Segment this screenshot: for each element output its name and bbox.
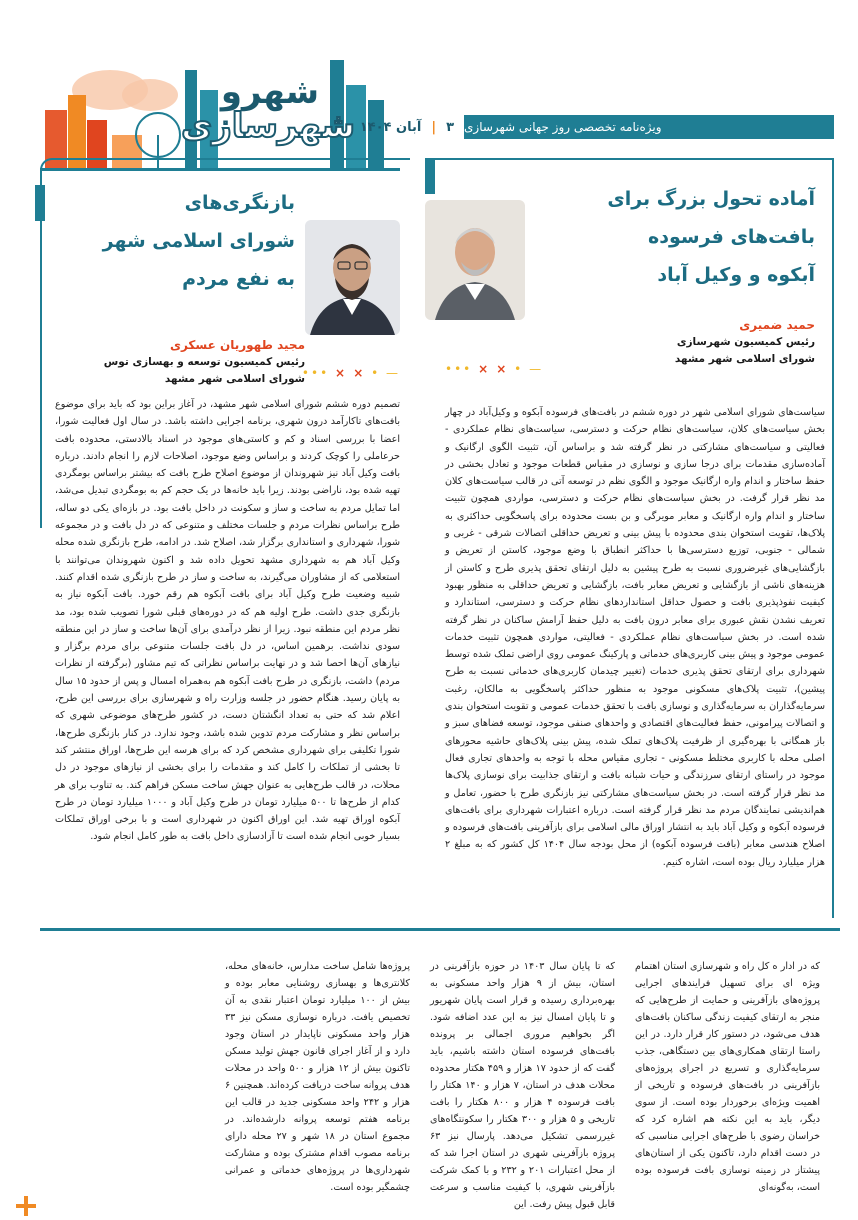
- issue-info: [360, 115, 454, 139]
- section-divider: [40, 928, 840, 931]
- left-article-body: تصمیم دوره ششم شورای اسلامی شهر مشهد، در آغاز براین بود که باید برای موضوع بافت‌های تاکارآمد درون شهری، برنامه اجرایی داشته باشد. در سال اول فعالیت شورا، اعضا با بررسی اسناد و کم و کاستی‌های موجود در اسناد بالادستی، محدوده بافت حرعاملی را کوچک کردند و براساس وضع موجود، اصلاحات لازم را انجام دادند. درباره بافت وکیل آباد نیز شهروندان از موضوع اصلاح طرح بافت که بیشتر براساس بومگردی تهیه شده بود، ناراضی بودند. زیرا باید خانه‌ها در یک حجم کم به بومگردی تبدیل می‌شد، اما تمایل مردم به ساخت و ساز و سکونت در داخل بافت بود. در بازه‌ای یکی دو ساله، طرح براساس نظرات مردم و جلسات مختلف و متنوعی که در دل بافت و در مجموعه شورا، شهرداری و استانداری برگزار شد، اصلاح شد. در ادامه، طرح بازنگری شده محله وکیل آباد هم به شهرداری مشهد تحویل داده شد و اکنون شهروندان می‌توانند با استعلامی که از مشاوران می‌گیرند، به ساخت و ساز در طرح بازنگری شده اقدام کنند. شبیه وضعیت طرح وکیل آباد برای بافت آبکوه هم رقم خورد. بافت آبکوه نیاز به بازنگری جدی داشت. طرح اولیه هم که در دوره‌های قبلی شورا تصویب شده بود، مد نظر مردم این منطقه نبود. زیرا از نظر درآمدی برای آن‌ها ساخت و ساز در این منطقه سودی نداشت. برهمین اساس، در دل بافت جلسات متنوعی برای مردم برگزار و نیازهای آن‌ها احصا شد و در نهایت براساس نظراتی که تیم مشاور (برگرفته از نظرات مردم) داشت، بازنگری در طرح بافت آبکوه هم به‌همراه امسال و پس از حدود ۱۵ سال به پایان رسید. هنگام حضور در جلسه وزارت راه و شهرسازی برای بررسی این طرح، اعلام شد که حتی به تعداد انگشتان دست، در کشور طرح‌های موضوعی شهری که براساس نظر و مشارکت مردم تدوین شده باشد، وجود ندارد. در کنار بازنگری طرح‌ها، شورا تکلیفی برای شهرداری مشخص کرد که برای هرسه این طرح‌ها، اوراق منتشر کند تا بخشی از تملکات را کامل کند و مقدمات را برای بخشی از نیازهای موجود در دل محلات، در قالب طرح‌هایی به عنوان جهش ساخت مسکن فراهم کند. به تناوب برای هر کدام از طرح‌ها تا ۵۰۰ میلیارد تومان در طرح وکیل آباد و ۱۰۰۰ میلیارد تومان در طرح آبکوه اوراق تهیه شد. این اوراق اکنون در شهرداری است و با برخی اوراق تملکات بسیار خوبی انجام شده است تا آزادسازی داخل بافت به طور کامل انجام شود.: [55, 399, 401, 843]
- right-headline-line-1: آماده تحول بزرگ برای: [607, 188, 815, 210]
- author-role-2: شورای اسلامی شهر مشهد: [674, 353, 815, 365]
- author-role-2: شورای اسلامی شهر مشهد: [164, 373, 305, 385]
- left-headline: [55, 184, 295, 298]
- decorative-dots: — • × × •••: [445, 362, 544, 376]
- bottom-column-2: که تا پایان سال ۱۴۰۳ در حوزه بازآفرینی در استان، بیش از ۹ هزار واحد مسکونی به بهره‌برداری رسیده و قرار است پایان شهریور و تا پایان امسال نیز به این عدد اضافه شود. اگر بخواهیم مروری اجمالی بر پرونده بافت‌های فرسوده استان داشته باشیم، باید گفت که از حدود ۱۷ هزار و ۴۵۹ هکتار محدوده محلات هدف در استان، ۷ هزار و ۱۴۰ هکتار را بافت فرسوده ۴ هزار و ۸۰۰ هکتار را بافت تاریخی و ۵ هزار و ۳۰۰ هکتار را سکونتگاه‌های غیررسمی تشکیل می‌دهد. پارسال نیز ۶۳ پروژه بازآفرینی شهری در استان اجرا شد که از محل اعتبارات ۲۰۱ و ۲۳۲ و با کمک شرکت بازآفرینی شهری، با کیفیت مناسب و سرعت قابل قبول پیش رفت. این: [430, 961, 616, 1210]
- left-headline-line-2: شورای اسلامی شهر: [102, 230, 295, 252]
- author-role-1: رئیس کمیسیون شهرسازی: [676, 336, 815, 348]
- logo-line-2: شهرسازی: [181, 106, 355, 146]
- right-frame-tab: [425, 158, 435, 194]
- right-headline-line-2: بافت‌های فرسوده: [648, 226, 815, 248]
- publication-logo: [181, 72, 355, 146]
- header-bar: [352, 115, 834, 139]
- special-edition-title: ویژه‌نامه تخصصی روز جهانی شهرسازی: [464, 120, 662, 134]
- bottom-column-3: پروژه‌ها شامل ساخت مدارس، خانه‌های محله، کلانتری‌ها و بهسازی روشنایی معابر بوده و بیش از ۱۰۰ میلیارد تومان اعتبار نقدی به آن تخصیص یافت. درباره نوسازی مسکن نیز ۳۳ هزار واحد مسکونی ناپایدار در استان وجود دارد و از آغاز اجرای قانون جهش تولید مسکن تاکنون بیش از ۱۲ هزار و ۵۰۰ واحد در محلات هدف پروانه ساخت دریافت کرده‌اند. همچنین ۶ هزار و ۲۴۲ واحد مسکونی جدید در قالب این برنامه هفتم توسعه پروانه دارشده‌اند. در مجموع استان در ۱۸ شهر و ۲۷ محله دارای برنامه مصوب اقدام مشترک بوده و مشارکت شهرداری‌ها در پروژه‌های خدماتی و عمرانی چشمگیر بوده است.: [225, 961, 411, 1193]
- issue-separator: |: [431, 119, 437, 135]
- left-frame-tab: [35, 185, 45, 221]
- masthead: [0, 0, 858, 180]
- author-portrait-zamiri: [425, 200, 525, 320]
- right-author-block: [525, 318, 815, 368]
- author-name: مجید طهوریان عسکری: [169, 338, 305, 352]
- bottom-article: [40, 958, 830, 1210]
- decorative-dots: — • × × •••: [301, 366, 400, 380]
- issue-date: آبان ۱۴۰۴: [359, 119, 422, 135]
- left-author-block: [55, 338, 305, 388]
- author-role-1: رئیس کمیسیون توسعه و بهسازی توس: [103, 356, 305, 368]
- author-name: حمید ضمیری: [739, 318, 815, 332]
- plus-ornament-icon: [16, 1196, 36, 1216]
- bottom-column-1: که در ادار ه کل راه و شهرسازی استان اهتمام ویژه ای برای تسهیل فرایندهای اجرایی پروژه‌های بازآفرینی و حمایت از طرح‌هایی که منجر به ارتقای کیفیت زندگی ساکنان بافت‌های هدف می‌شود، در دستور کار قرار دارد. در این راستا ارتقای همکاری‌های بین دستگاهی، جذب سرمایه‌گذاری و تسریع در اجرای پروژه‌های بازآفرینی در بافت‌های فرسوده و تاریخی از اهمیت ویژه‌ای برخوردار بوده است. از سوی دیگر، باید به این نکته هم اشاره کرد که خراسان رضوی با طرح‌های اجرایی مناسبی که در دست اقدام دارد، تاکنون یکی از استان‌های پیشتاز در زمینه نوسازی بافت فرسوده بوده است، به‌گونه‌ای: [635, 961, 820, 1193]
- right-article: [445, 170, 825, 871]
- author-portrait-tahourian: [305, 220, 400, 335]
- issue-number: ۳: [446, 119, 454, 135]
- right-article-body: سیاست‌های شورای اسلامی شهر در دوره ششم در بافت‌های فرسوده آبکوه و وکیل‌آباد در چهار بخش سیاست‌های کلان، سیاست‌های نظام حرکت و دسترسی، سیاست‌های نظام عملکردی - فعالیتی و سیاست‌های مشارکتی در نظر گرفته شد و براساس آن، تثبیت الگوی ارگانیک و آماده‌سازی مقدمات برای درجا سازی و نوسازی در مقیاس قطعات موجود و تعادل بخشی در حفظ ساختار و اندام واره ارگانیک موجود و الگوی نظم در توسعه آتی در قالب سیاست‌های کلان مد نظر قرار گرفت. در بخش سیاست‌های نظام حرکت و دسترسی، مواردی همچون تثبیت ساختار و اندام واره ارگانیک و معابر مویرگی و بن بست محدوده برای پاسخگویی حداکثری به پلاک‌ها، تقویت استخوان بندی محدوده با پیش بینی و تعریض حداقلی اتصالات شرقی - غربی و شمالی - جنوبی، توزیع دسترسی‌ها با حداکثر انطباق با وضع موجود، کاستن از تعریض و بازگشایی‌های غیرضروری نسبت به طرح پیشین به دلیل ارتقای تحقق پذیری طرح و کاستن از هزینه‌های ناشی از بازگشایی و تعریض معابر بافت، بازگشایی و تعریض حداقلی به منظور بهبود کیفیت نفوذپذیری بافت و حصول حداقل استانداردهای نظام حرکت و دسترسی، استاندارد و تعریف نشدن نقش عبوری برای معابر درون بافت به دلیل حفظ آرامش ساکنان در نظر گرفته شده است. در بخش سیاست‌های نظام عملکردی - فعالیتی، مواردی همچون تثبیت خدمات عمومی موجود و پیش بینی کاربری‌های خدماتی و پارکینگ عمومی روی اراضی تملک شده توسط شهرداری برای ارتقای تحقق پذیری خدمات (تغییر چیدمان کاربری‌های خدماتی نسبت به طرح پیشین)، تثبیت پلاک‌های مسکونی موجود به منظور حداکثر پاسخگویی به مالکان، رغبت سرمایه‌گذاران به سرمایه‌گذاری و نوسازی بافت با تحقق خدمات عمومی و تقویت استخوان بندی و اتصالات پیرامونی، حفظ فعالیت‌های اقتصادی و واحدهای صنفی موجود، توسعه فضاهای سبز و باز همگانی با بهره‌گیری از ظرفیت پلاک‌های تملک شده، پیش بینی پلاک‌های حاشیه محورهای اصلی محله با کاربری مختلط مسکونی - تجاری مقیاس محله با توجه به واحدهای تجاری فعال موجود در راستای ارتقای سرزندگی و حیات شبانه بافت و ارتقای جذابیت برای نوسازی پلاک‌ها مد نظر قرار گرفته است. در بخش سیاست‌های مشارکتی نیز بازنگری طرح با حضور، تعامل و هم‌اندیشی نمایندگان مردم مد نظر قرار گرفته است. درباره اعتبارات شهرداری برای بافت‌های فرسوده آبکوه و وکیل آباد باید به انتشار اوراق مالی اسلامی برای بازآفرینی بافت‌های فرسوده و اصلاح هندسی معابر (بافت فرسوده آبکوه) از محل بودجه سال ۱۴۰۴ کل کشور که به مبلغ ۲ هزار میلیارد ریال بوده است، اشاره کنیم.: [445, 407, 826, 868]
- left-headline-line-3: به نفع مردم: [182, 268, 295, 290]
- logo-line-1: شهرو: [220, 72, 320, 112]
- right-headline-line-3: آبکوه و وکیل آباد: [657, 264, 815, 286]
- left-headline-line-1: بازنگری‌های: [184, 192, 295, 214]
- right-headline: [545, 180, 815, 294]
- left-article: [55, 170, 400, 846]
- special-edition-banner: [464, 115, 834, 139]
